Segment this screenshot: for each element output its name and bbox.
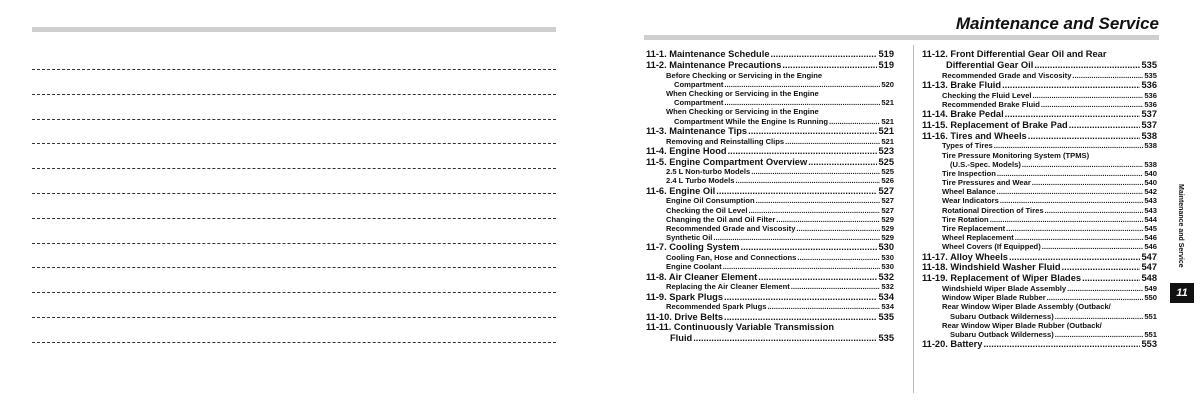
toc-entry-title: 11-16. Tires and Wheels — [922, 130, 1027, 141]
toc-page-number: 534 — [878, 291, 894, 302]
toc-subsection-entry[interactable] — [922, 151, 1157, 169]
toc-page-number: 537 — [1141, 108, 1157, 119]
toc-entry-title: Cooling Fan, Hose and Connections — [666, 253, 797, 263]
toc-page-number: 519 — [878, 49, 894, 59]
dot-leader — [791, 282, 881, 291]
dot-leader — [1062, 262, 1141, 273]
toc-section-entry[interactable] — [646, 146, 894, 157]
dot-leader — [797, 253, 880, 262]
toc-entry-title: 11-1. Maintenance Schedule — [646, 49, 770, 59]
dot-leader — [736, 176, 881, 185]
note-line — [32, 119, 556, 120]
toc-subsection-entry[interactable] — [646, 253, 894, 262]
dot-leader — [829, 117, 880, 126]
toc-section-entry[interactable] — [646, 292, 894, 303]
toc-entry-title: Removing and Reinstalling Clips — [666, 136, 785, 146]
toc-page-number: 549 — [1144, 283, 1157, 293]
toc-entry-title: 11-4. Engine Hood — [646, 145, 727, 156]
toc-page-number: 550 — [1144, 293, 1157, 303]
note-line — [32, 168, 556, 169]
toc-entry-title: Engine Coolant — [666, 262, 722, 272]
dot-leader — [758, 272, 877, 283]
contents-page — [600, 0, 1200, 402]
toc-entry-title: Windshield Wiper Blade Assembly — [942, 283, 1067, 293]
toc-section-entry[interactable] — [922, 120, 1157, 131]
toc-entry-title: Rotational Direction of Tires — [942, 205, 1044, 215]
toc-page-number: 544 — [1144, 214, 1157, 224]
toc-entry-title-continued: Compartment While the Engine Is Running — [674, 116, 828, 126]
toc-entry-title: Engine Oil Consumption — [666, 196, 755, 206]
note-line — [32, 193, 556, 194]
dot-leader — [1000, 196, 1143, 205]
toc-page-number: 551 — [1144, 329, 1157, 339]
chapter-tab[interactable]: 11 — [1170, 283, 1194, 303]
toc-entry-title-continued: Differential Gear Oil — [946, 59, 1034, 70]
dot-leader — [693, 333, 877, 344]
toc-page-number: 521 — [881, 116, 894, 126]
toc-section-entry[interactable] — [646, 312, 894, 323]
toc-section-entry[interactable] — [646, 272, 894, 283]
dot-leader — [1072, 71, 1143, 80]
toc-page-number: 540 — [1144, 178, 1157, 188]
dot-leader — [1028, 131, 1141, 142]
toc-subsection-entry[interactable] — [922, 100, 1157, 109]
dot-leader — [782, 60, 877, 71]
note-line — [32, 317, 556, 318]
dot-leader — [724, 312, 877, 323]
toc-entry-title: Tire Rotation — [942, 214, 989, 224]
note-line — [32, 143, 556, 144]
dot-leader — [723, 262, 881, 271]
toc-section-entry[interactable] — [646, 157, 894, 168]
toc-page-number: 535 — [878, 333, 894, 344]
toc-page-number: 536 — [1144, 90, 1157, 100]
toc-subsection-entry[interactable] — [922, 293, 1157, 302]
toc-entry-title: 11-15. Replacement of Brake Pad — [922, 119, 1068, 130]
dot-leader — [724, 292, 877, 303]
toc-page-number: 543 — [1144, 205, 1157, 215]
dot-leader — [771, 49, 878, 60]
toc-subsection-entry[interactable] — [646, 137, 894, 146]
toc-page-number: 535 — [1144, 70, 1157, 80]
toc-entry-title: 11-5. Engine Compartment Overview — [646, 156, 808, 167]
toc-entry-title: Changing the Oil and Oil Filter — [666, 214, 776, 224]
toc-subsection-entry[interactable] — [646, 262, 894, 271]
toc-subsection-entry[interactable] — [646, 233, 894, 242]
toc-page-number: 538 — [1141, 130, 1157, 141]
dot-leader — [756, 196, 881, 205]
toc-page-number: 537 — [1141, 119, 1157, 130]
toc-entry-title: Wheel Covers (If Equipped) — [942, 242, 1041, 252]
toc-page-number: 540 — [1144, 168, 1157, 178]
toc-page-number: 529 — [881, 233, 894, 243]
toc-entry-title: 11-14. Brake Pedal — [922, 108, 1004, 119]
toc-subsection-entry[interactable] — [922, 169, 1157, 178]
toc-page-number: 548 — [1141, 273, 1157, 284]
toc-entry-title: 11-6. Engine Oil — [646, 185, 716, 196]
toc-subsection-entry[interactable] — [922, 233, 1157, 242]
dot-leader — [1006, 224, 1143, 233]
toc-section-entry[interactable] — [922, 262, 1157, 273]
side-chapter-label: Maintenance and Service — [1177, 184, 1184, 268]
toc-page-number: 526 — [881, 176, 894, 186]
toc-page-number: 527 — [878, 185, 894, 196]
toc-section-entry[interactable] — [646, 242, 894, 253]
toc-section-entry[interactable] — [922, 80, 1157, 91]
toc-subsection-entry[interactable] — [922, 206, 1157, 215]
dot-leader — [994, 141, 1144, 150]
dot-leader — [1055, 312, 1144, 321]
toc-page-number: 527 — [881, 205, 894, 215]
toc-entry-title: 11-8. Air Cleaner Element — [646, 271, 758, 282]
dot-leader — [713, 233, 880, 242]
toc-page-number: 530 — [878, 242, 894, 253]
toc-entry-title: 11-19. Replacement of Wiper Blades — [922, 273, 1082, 284]
dot-leader — [1032, 91, 1143, 100]
toc-entry-title: Synthetic Oil — [666, 233, 713, 243]
note-line — [32, 243, 556, 244]
toc-entry-title: 11-7. Cooling System — [646, 242, 740, 253]
toc-entry-title-continued: Compartment — [674, 98, 724, 108]
toc-entry-title: When Checking or Servicing in the Engine — [666, 88, 819, 98]
toc-entry-title: Recommended Brake Fluid — [942, 99, 1040, 109]
toc-subsection-entry[interactable] — [922, 187, 1157, 196]
dot-leader — [1042, 242, 1144, 251]
toc-page-number: 536 — [1141, 79, 1157, 90]
toc-page-number: 532 — [878, 271, 894, 282]
toc-section-entry[interactable] — [646, 322, 894, 344]
toc-page-number: 542 — [1144, 187, 1157, 197]
note-line — [32, 292, 556, 293]
toc-section-entry[interactable] — [922, 273, 1157, 284]
dot-leader — [1082, 273, 1140, 284]
dot-leader — [724, 80, 880, 89]
chapter-title: Maintenance and Service — [955, 14, 1159, 33]
toc-page-number: 530 — [881, 262, 894, 272]
toc-entry-title: Replacing the Air Cleaner Element — [666, 282, 790, 292]
toc-page-number: 520 — [881, 79, 894, 89]
dot-leader — [983, 339, 1140, 350]
toc-entry-title: Tire Pressures and Wear — [942, 178, 1031, 188]
dot-leader — [1067, 284, 1143, 293]
dot-leader — [990, 215, 1144, 224]
toc-entry-title: Rear Window Wiper Blade Rubber (Outback/ — [942, 320, 1102, 330]
toc-entry-title: 11-2. Maintenance Precautions — [646, 59, 782, 70]
toc-subsection-entry[interactable] — [922, 215, 1157, 224]
toc-entry-title: Checking the Oil Level — [666, 205, 748, 215]
toc-page-number: 535 — [1141, 59, 1157, 70]
toc-page-number: 553 — [1141, 339, 1157, 350]
toc-section-entry[interactable] — [922, 109, 1157, 120]
toc-entry-title: 11-13. Brake Fluid — [922, 79, 1002, 90]
header-rule — [644, 35, 1159, 40]
toc-subsection-entry[interactable] — [646, 215, 894, 224]
toc-subsection-entry[interactable] — [922, 71, 1157, 80]
dot-leader — [785, 137, 880, 146]
toc-subsection-entry[interactable] — [922, 302, 1157, 320]
toc-entry-title: Recommended Grade and Viscosity — [666, 224, 796, 234]
toc-subsection-entry[interactable] — [646, 206, 894, 215]
toc-entry-title: 2.5 L Non-turbo Models — [666, 167, 751, 177]
toc-entry-title-continued: (U.S.-Spec. Models) — [950, 159, 1021, 169]
dot-leader — [776, 215, 880, 224]
toc-entry-title: Checking the Fluid Level — [942, 90, 1032, 100]
toc-page-number: 525 — [881, 167, 894, 177]
dot-leader — [997, 187, 1144, 196]
toc-entry-title: Wheel Replacement — [942, 233, 1014, 243]
dot-leader — [1055, 330, 1144, 339]
toc-page-number: 521 — [881, 98, 894, 108]
toc-section-entry[interactable] — [922, 252, 1157, 263]
toc-subsection-entry[interactable] — [646, 167, 894, 176]
toc-entry-title: 11-9. Spark Plugs — [646, 291, 723, 302]
toc-page-number: 535 — [878, 311, 894, 322]
toc-page-number: 525 — [878, 156, 894, 167]
toc-subsection-entry[interactable] — [922, 91, 1157, 100]
toc-entry-title: Types of Tires — [942, 141, 993, 151]
dot-leader — [748, 206, 880, 215]
toc-entry-title-continued: Compartment — [674, 79, 724, 89]
toc-subsection-entry[interactable] — [646, 107, 894, 125]
toc-entry-title: Rear Window Wiper Blade Assembly (Outback/ — [942, 302, 1111, 312]
toc-entry-title: 11-17. Alloy Wheels — [922, 251, 1008, 262]
note-line — [32, 94, 556, 95]
toc-entry-title: 11-20. Battery — [922, 339, 983, 350]
header-rule — [32, 27, 556, 32]
toc-entry-title: When Checking or Servicing in the Engine — [666, 107, 819, 117]
dot-leader — [751, 167, 880, 176]
column-divider — [913, 45, 914, 393]
toc-page-number: 527 — [881, 196, 894, 206]
toc-section-entry[interactable] — [922, 49, 1157, 71]
toc-section-entry[interactable] — [646, 60, 894, 71]
toc-page-number: 538 — [1144, 159, 1157, 169]
note-line — [32, 342, 556, 343]
toc-page-number: 536 — [1144, 99, 1157, 109]
dot-leader — [767, 302, 880, 311]
toc-entry-title: 2.4 L Turbo Models — [666, 176, 735, 186]
toc-subsection-entry[interactable] — [646, 89, 894, 107]
toc-subsection-entry[interactable] — [646, 302, 894, 311]
toc-page-number: 534 — [881, 302, 894, 312]
toc-subsection-entry[interactable] — [646, 71, 894, 89]
toc-subsection-entry[interactable] — [922, 242, 1157, 251]
toc-entry-title: Tire Inspection — [942, 168, 996, 178]
dot-leader — [1002, 80, 1140, 91]
toc-entry-title: Recommended Spark Plugs — [666, 302, 767, 312]
toc-page-number: 547 — [1141, 251, 1157, 262]
toc-subsection-entry[interactable] — [922, 196, 1157, 205]
toc-page-number: 523 — [878, 145, 894, 156]
toc-entry-title: Before Checking or Servicing in the Engine — [666, 70, 823, 80]
dot-leader — [724, 98, 880, 107]
dot-leader — [997, 169, 1143, 178]
toc-page-number: 546 — [1144, 242, 1157, 252]
dot-leader — [1069, 120, 1141, 131]
toc-column-right — [922, 49, 1157, 350]
dot-leader — [796, 224, 880, 233]
dot-leader — [1009, 252, 1141, 263]
toc-page-number: 519 — [878, 59, 894, 70]
note-line — [32, 218, 556, 219]
toc-page-number: 530 — [881, 253, 894, 263]
toc-subsection-entry[interactable] — [922, 178, 1157, 187]
toc-page-number: 529 — [881, 224, 894, 234]
toc-column-left — [646, 49, 894, 344]
toc-page-number: 543 — [1144, 196, 1157, 206]
toc-entry-title: Wheel Balance — [942, 187, 996, 197]
dot-leader — [1005, 109, 1141, 120]
toc-entry-title-continued: Fluid — [670, 333, 693, 344]
toc-subsection-entry[interactable] — [646, 176, 894, 185]
dot-leader — [1022, 160, 1143, 169]
toc-page-number: 547 — [1141, 262, 1157, 273]
toc-section-entry[interactable] — [646, 49, 894, 60]
toc-subsection-entry[interactable] — [922, 224, 1157, 233]
toc-entry-title: Window Wiper Blade Rubber — [942, 293, 1046, 303]
dot-leader — [1032, 178, 1144, 187]
toc-page-number: 529 — [881, 214, 894, 224]
toc-entry-title: Tire Replacement — [942, 224, 1006, 234]
toc-entry-title-continued: Subaru Outback Wilderness) — [950, 329, 1054, 339]
dot-leader — [1015, 233, 1144, 242]
dot-leader — [1034, 60, 1140, 71]
dot-leader — [1047, 293, 1144, 302]
toc-page-number: 545 — [1144, 224, 1157, 234]
toc-page-number: 532 — [881, 282, 894, 292]
toc-entry-title: Tire Pressure Monitoring System (TPMS) — [942, 150, 1090, 160]
toc-section-entry[interactable] — [646, 186, 894, 197]
dot-leader — [808, 157, 877, 168]
toc-page-number: 521 — [878, 125, 894, 136]
toc-subsection-entry[interactable] — [922, 321, 1157, 339]
toc-entry-title: 11-3. Maintenance Tips — [646, 125, 748, 136]
dot-leader — [1041, 100, 1143, 109]
toc-entry-title: Recommended Grade and Viscosity — [942, 70, 1072, 80]
dot-leader — [1045, 206, 1144, 215]
toc-section-entry[interactable] — [646, 126, 894, 137]
toc-entry-title-continued: Subaru Outback Wilderness) — [950, 311, 1054, 321]
toc-subsection-entry[interactable] — [922, 284, 1157, 293]
toc-entry-title: Wear Indicators — [942, 196, 999, 206]
toc-subsection-entry[interactable] — [646, 196, 894, 205]
toc-subsection-entry[interactable] — [646, 282, 894, 291]
toc-subsection-entry[interactable] — [646, 224, 894, 233]
toc-section-entry[interactable] — [922, 339, 1157, 350]
toc-page-number: 546 — [1144, 233, 1157, 243]
dot-leader — [741, 242, 878, 253]
toc-entry-title: 11-11. Continuously Variable Transmission — [646, 322, 835, 333]
note-line — [32, 69, 556, 70]
dot-leader — [748, 126, 877, 137]
toc-page-number: 538 — [1144, 141, 1157, 151]
note-line — [32, 267, 556, 268]
toc-entry-title: 11-12. Front Differential Gear Oil and Rear — [922, 49, 1107, 59]
toc-subsection-entry[interactable] — [922, 141, 1157, 150]
toc-entry-title: 11-18. Windshield Washer Fluid — [922, 262, 1061, 273]
toc-page-number: 521 — [881, 136, 894, 146]
toc-page-number: 551 — [1144, 311, 1157, 321]
dot-leader — [716, 186, 877, 197]
toc-entry-title: 11-10. Drive Belts — [646, 311, 724, 322]
toc-section-entry[interactable] — [922, 131, 1157, 142]
dot-leader — [728, 146, 878, 157]
